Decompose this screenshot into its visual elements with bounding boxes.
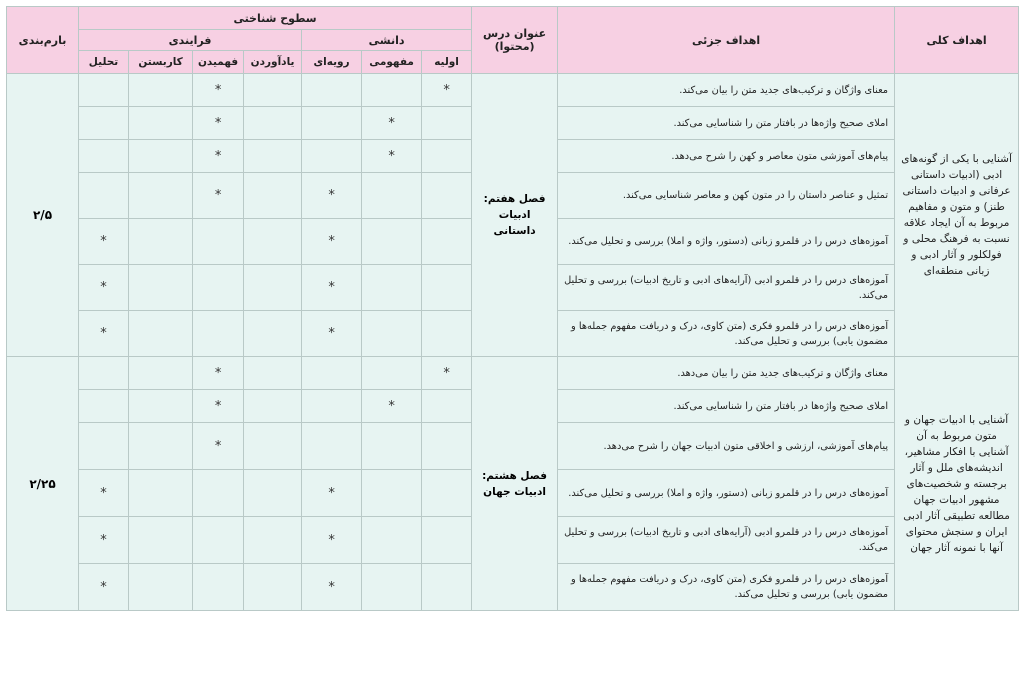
- objective-cell: املای صحیح واژه‌ها در بافتار متن را شناسایی می‌کند.: [558, 107, 895, 140]
- mark-cell: *: [193, 74, 244, 107]
- mark-cell: [193, 219, 244, 265]
- mark-cell: *: [79, 219, 129, 265]
- mark-cell: [79, 173, 129, 219]
- mark-cell: *: [79, 564, 129, 611]
- mark-cell: *: [193, 173, 244, 219]
- mark-cell: [244, 140, 302, 173]
- header-level: تحلیل: [79, 51, 129, 74]
- mark-cell: [422, 173, 472, 219]
- mark-cell: [79, 357, 129, 390]
- mark-cell: [362, 311, 422, 357]
- mark-cell: [244, 173, 302, 219]
- score-cell: ۲/۵: [7, 74, 79, 357]
- mark-cell: [129, 517, 193, 564]
- mark-cell: [422, 140, 472, 173]
- mark-cell: [193, 564, 244, 611]
- mark-cell: [244, 423, 302, 470]
- mark-cell: [422, 470, 472, 517]
- mark-cell: [422, 219, 472, 265]
- mark-cell: *: [193, 140, 244, 173]
- table-body: [7, 74, 1019, 611]
- objective-cell: آموزه‌های درس را در قلمرو ادبی (آرایه‌های ادبی و تاریخ ادبیات) بررسی و تحلیل می‌کند.: [558, 265, 895, 311]
- mark-cell: *: [422, 357, 472, 390]
- mark-cell: [244, 107, 302, 140]
- mark-cell: [79, 140, 129, 173]
- objective-cell: آموزه‌های درس را در قلمرو فکری (متن کاوی، درک و دریافت مفهوم جمله‌ها و مضمون یابی) بررسی و تحلیل می‌کند.: [558, 311, 895, 357]
- mark-cell: [193, 265, 244, 311]
- mark-cell: [129, 173, 193, 219]
- mark-cell: *: [362, 107, 422, 140]
- mark-cell: [129, 74, 193, 107]
- mark-cell: [244, 470, 302, 517]
- mark-cell: [129, 470, 193, 517]
- mark-cell: [129, 107, 193, 140]
- mark-cell: *: [302, 219, 362, 265]
- header-level: اولیه: [422, 51, 472, 74]
- mark-cell: [362, 470, 422, 517]
- objective-cell: معنای واژگان و ترکیب‌های جدید متن را بیان می‌کند.: [558, 74, 895, 107]
- mark-cell: [422, 423, 472, 470]
- mark-cell: [302, 140, 362, 173]
- mark-cell: *: [302, 311, 362, 357]
- mark-cell: *: [193, 107, 244, 140]
- mark-cell: [244, 74, 302, 107]
- header-knowledge: دانشی: [302, 30, 472, 51]
- mark-cell: [129, 219, 193, 265]
- header-specific-goals: اهداف جزئی: [558, 7, 895, 74]
- table-row: [7, 74, 1019, 107]
- mark-cell: *: [79, 311, 129, 357]
- mark-cell: [362, 173, 422, 219]
- lesson-title-cell: فصل هشتم: ادبیات جهان: [472, 357, 558, 611]
- mark-cell: [422, 265, 472, 311]
- mark-cell: [362, 74, 422, 107]
- header-level: فهمیدن: [193, 51, 244, 74]
- mark-cell: *: [79, 470, 129, 517]
- objective-cell: آموزه‌های درس را در قلمرو زبانی (دستور، واژه و املا) بررسی و تحلیل می‌کند.: [558, 219, 895, 265]
- mark-cell: [362, 564, 422, 611]
- lesson-title-cell: فصل هفتم: ادبیات داستانی: [472, 74, 558, 357]
- mark-cell: *: [79, 265, 129, 311]
- mark-cell: *: [302, 265, 362, 311]
- objective-cell: آموزه‌های درس را در قلمرو ادبی (آرایه‌های ادبی و تاریخ ادبیات) بررسی و تحلیل می‌کند.: [558, 517, 895, 564]
- mark-cell: [422, 107, 472, 140]
- mark-cell: *: [302, 173, 362, 219]
- mark-cell: [129, 564, 193, 611]
- header-cognitive-levels: سطوح شناختی: [79, 7, 472, 30]
- header-score: بارم‌بندی: [7, 7, 79, 74]
- mark-cell: *: [302, 470, 362, 517]
- mark-cell: [362, 357, 422, 390]
- mark-cell: *: [302, 517, 362, 564]
- mark-cell: [422, 517, 472, 564]
- mark-cell: [362, 265, 422, 311]
- header-level: کاربستن: [129, 51, 193, 74]
- mark-cell: [79, 74, 129, 107]
- mark-cell: *: [193, 390, 244, 423]
- mark-cell: [193, 470, 244, 517]
- mark-cell: *: [362, 390, 422, 423]
- mark-cell: [362, 517, 422, 564]
- mark-cell: *: [79, 517, 129, 564]
- table-header: [7, 7, 1019, 74]
- objective-cell: معنای واژگان و ترکیب‌های جدید متن را بیان می‌دهد.: [558, 357, 895, 390]
- mark-cell: [79, 423, 129, 470]
- mark-cell: [244, 265, 302, 311]
- header-level: مفهومی: [362, 51, 422, 74]
- header-level: رویه‌ای: [302, 51, 362, 74]
- mark-cell: [129, 311, 193, 357]
- mark-cell: *: [302, 564, 362, 611]
- objective-cell: آموزه‌های درس را در قلمرو فکری (متن کاوی، درک و دریافت مفهوم جمله‌ها و مضمون یابی) بررسی و تحلیل می‌کند.: [558, 564, 895, 611]
- objective-cell: تمثیل و عناصر داستان را در متون کهن و معاصر شناسایی می‌کند.: [558, 173, 895, 219]
- mark-cell: [244, 311, 302, 357]
- mark-cell: [362, 423, 422, 470]
- mark-cell: [244, 390, 302, 423]
- mark-cell: [302, 107, 362, 140]
- mark-cell: [422, 311, 472, 357]
- mark-cell: [244, 357, 302, 390]
- general-goal-cell: آشنایی با ادبیات جهان و متون مربوط به آن آشنایی با افکار مشاهیر، اندیشه‌های ملل و آثار برجسته و شخصیت‌های مشهور ادبیات جهان مطالعه تطبیقی آثار ادبی ایران و سنجش محتوای آنها با نمونه آثار جهان: [895, 357, 1019, 611]
- mark-cell: [302, 74, 362, 107]
- mark-cell: [422, 390, 472, 423]
- mark-cell: [302, 423, 362, 470]
- objective-cell: پیام‌های آموزشی متون معاصر و کهن را شرح می‌دهد.: [558, 140, 895, 173]
- mark-cell: [244, 564, 302, 611]
- table-row: [7, 357, 1019, 390]
- mark-cell: [129, 423, 193, 470]
- mark-cell: [193, 311, 244, 357]
- mark-cell: [79, 390, 129, 423]
- mark-cell: [129, 140, 193, 173]
- mark-cell: [79, 107, 129, 140]
- mark-cell: [302, 357, 362, 390]
- objective-cell: املای صحیح واژه‌ها در بافتار متن را شناسایی می‌کند.: [558, 390, 895, 423]
- general-goal-cell: آشنایی با یکی از گونه‌های ادبی (ادبیات داستانی عرفانی و ادبیات داستانی طنز) و متون و مفاهیم مربوط به آن ایجاد علاقه نسبت به فرهنگ محلی و فولکلور و آثار ادبی و زبانی منطقه‌ای: [895, 74, 1019, 357]
- mark-cell: [193, 517, 244, 564]
- mark-cell: [244, 517, 302, 564]
- mark-cell: [244, 219, 302, 265]
- mark-cell: *: [193, 423, 244, 470]
- mark-cell: [129, 357, 193, 390]
- page: [6, 6, 1018, 611]
- mark-cell: *: [422, 74, 472, 107]
- objective-cell: پیام‌های آموزشی، ارزشی و اخلاقی متون ادبیات جهان را شرح می‌دهد.: [558, 423, 895, 470]
- header-level: یادآوردن: [244, 51, 302, 74]
- objective-cell: آموزه‌های درس را در قلمرو زبانی (دستور، واژه و املا) بررسی و تحلیل می‌کند.: [558, 470, 895, 517]
- mark-cell: *: [193, 357, 244, 390]
- header-lesson-title: عنوان درس (محتوا): [472, 7, 558, 74]
- mark-cell: [422, 564, 472, 611]
- mark-cell: [362, 219, 422, 265]
- header-general-goals: اهداف کلی: [895, 7, 1019, 74]
- mark-cell: [129, 390, 193, 423]
- mark-cell: [129, 265, 193, 311]
- curriculum-table: [6, 6, 1019, 611]
- score-cell: ۲/۲۵: [7, 357, 79, 611]
- header-process: فرایندی: [79, 30, 302, 51]
- mark-cell: [302, 390, 362, 423]
- mark-cell: *: [362, 140, 422, 173]
